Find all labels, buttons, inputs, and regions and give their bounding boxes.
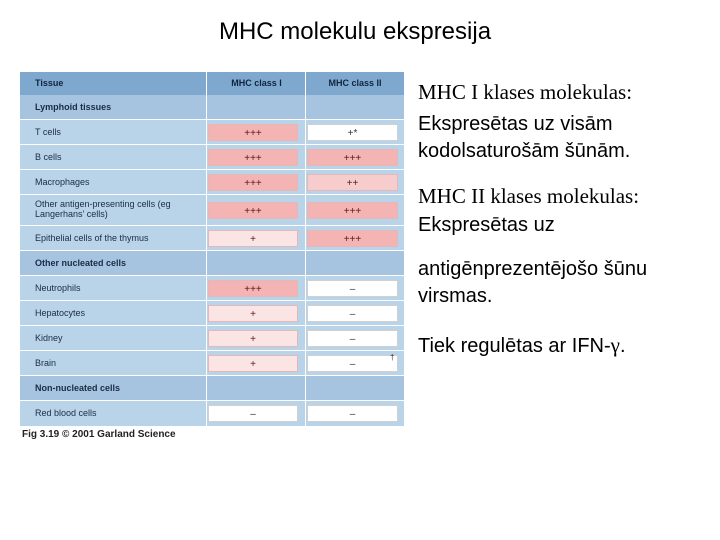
column-divider xyxy=(206,95,207,426)
section-label: Lymphoid tissues xyxy=(35,102,112,112)
mhc1-value: – xyxy=(208,405,298,422)
mhc2-value: +* xyxy=(307,124,398,141)
mhc1-value: + xyxy=(208,230,298,247)
table-header xyxy=(20,72,404,95)
mhc2-description-start: Ekspresētas uz xyxy=(418,214,555,236)
mhc2-value: – xyxy=(307,355,398,372)
header-mhc-class-1: MHC class I xyxy=(231,78,282,88)
section-label: Other nucleated cells xyxy=(35,258,127,268)
mhc-expression-table xyxy=(20,72,404,426)
mhc1-value: +++ xyxy=(208,280,298,297)
mhc1-value: +++ xyxy=(208,149,298,166)
footnote-marker: † xyxy=(390,353,395,362)
section-label: Non-nucleated cells xyxy=(35,383,121,393)
tissue-label: Epithelial cells of the thymus xyxy=(35,233,149,243)
mhc1-value: +++ xyxy=(208,124,298,141)
mhc2-value: – xyxy=(307,330,398,347)
table-row xyxy=(20,276,404,301)
mhc2-value: ++ xyxy=(307,174,398,191)
table-row xyxy=(20,301,404,326)
mhc2-value: +++ xyxy=(307,149,398,166)
tissue-label: Kidney xyxy=(35,333,63,343)
tissue-label: Other antigen-presenting cells (eg Langerhans' cells) xyxy=(35,199,171,219)
ifn-regulation-note xyxy=(418,331,713,360)
mhc1-description: Ekspresētas uz visām kodolsaturošām šūnām. xyxy=(418,113,631,162)
mhc1-value: + xyxy=(208,330,298,347)
header-tissue: Tissue xyxy=(35,78,64,88)
mhc2-heading: MHC II klases molekulas: xyxy=(418,184,640,208)
section-row-nucleated xyxy=(20,251,404,276)
ifn-text: Tiek regulētas ar IFN- xyxy=(418,335,611,357)
column-divider xyxy=(206,72,207,95)
mhc2-value: – xyxy=(307,305,398,322)
table-row xyxy=(20,120,404,145)
tissue-label: B cells xyxy=(35,152,62,162)
tissue-label: Brain xyxy=(35,358,57,368)
header-mhc-class-2: MHC class II xyxy=(328,78,382,88)
mhc2-value: +++ xyxy=(307,230,398,247)
mhc1-value: + xyxy=(208,355,298,372)
table-row xyxy=(20,226,404,251)
ifn-period: . xyxy=(619,335,626,357)
tissue-label: Red blood cells xyxy=(35,408,97,418)
slide-title: MHC molekulu ekspresija xyxy=(218,18,492,45)
tissue-label: T cells xyxy=(35,127,61,137)
tissue-label: Macrophages xyxy=(35,177,90,187)
table-row xyxy=(20,145,404,170)
section-row-lymphoid xyxy=(20,95,404,120)
figure-caption: Fig 3.19 © 2001 Garland Science xyxy=(22,429,176,440)
gamma-symbol: γ xyxy=(610,333,620,357)
tissue-label: Neutrophils xyxy=(35,283,81,293)
section-row-non-nucleated xyxy=(20,376,404,401)
mhc2-value: – xyxy=(307,405,398,422)
mhc1-value: +++ xyxy=(208,174,298,191)
tissue-label: Hepatocytes xyxy=(35,308,86,318)
table-row xyxy=(20,195,404,226)
table-row xyxy=(20,401,404,426)
mhc1-value: + xyxy=(208,305,298,322)
table-row xyxy=(20,170,404,195)
mhc2-value: – xyxy=(307,280,398,297)
mhc2-description-end: antigēnprezentējošo šūnu virsmas. xyxy=(418,258,648,307)
description-text xyxy=(418,78,713,360)
mhc1-value: +++ xyxy=(208,202,298,219)
column-divider xyxy=(305,95,306,426)
table-row xyxy=(20,351,404,376)
mhc1-heading: MHC I klases molekulas: xyxy=(418,80,633,104)
table-row xyxy=(20,326,404,351)
mhc2-value: +++ xyxy=(307,202,398,219)
column-divider xyxy=(305,72,306,95)
